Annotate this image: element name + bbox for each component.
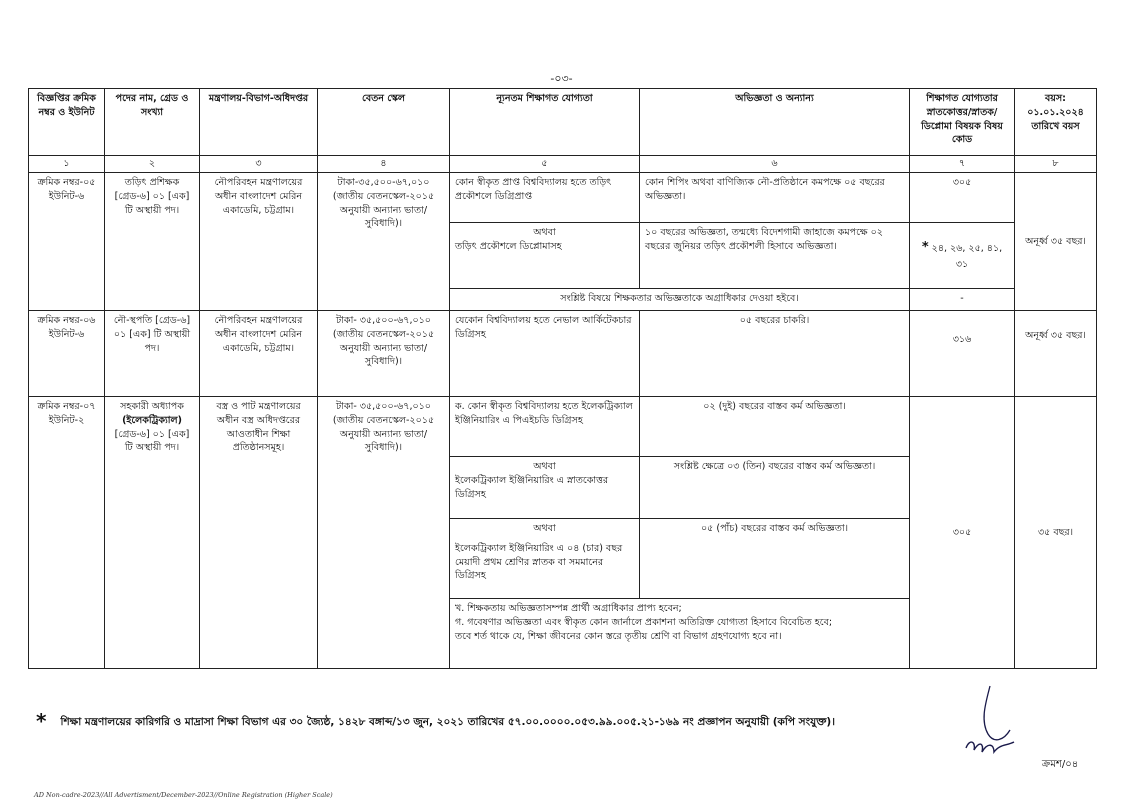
header-ministry: মন্ত্রণালয়-বিভাগ-অধিদপ্তর	[200, 89, 318, 156]
ministry-cell: বস্ত্র ও পাট মন্ত্রণালয়ের অধীন বস্ত্র অধিদপ্তরের আওতাধীন শিক্ষা প্রতিষ্ঠানসমূহ।	[200, 397, 318, 669]
header-age: বয়স: ০১.০১.২০২৪ তারিখে বয়স	[1015, 89, 1097, 156]
file-path: AD Non-cadre-2023//All Advertisment/December-2023//Online Registration (Higher Scale)	[34, 791, 333, 799]
scale-cell: টাকা-৩৫,৫০০-৬৭,০১০ (জাতীয় বেতনস্কেল-২০১৫ অনুযায়ী অন্যান্য ভাতা/সুবিধাদি)।	[318, 173, 450, 311]
col-number: ২	[105, 156, 200, 173]
age-cell: ৩৫ বছর।	[1015, 397, 1097, 669]
education-cell: কোন স্বীকৃত প্রাপ্ত বিশ্ববিদ্যালয় হতে তড়িৎ প্রকৌশলে ডিগ্রিপ্রাপ্ত	[450, 173, 640, 223]
recruitment-table	[28, 88, 1097, 669]
header-education: ন্যূনতম শিক্ষাগত যোগ্যতা	[450, 89, 640, 156]
serial-cell: ক্রমিক নম্বর-০৬ ইউনিট-৬	[29, 311, 105, 397]
col-number: ৬	[640, 156, 910, 173]
experience-cell: ০৫ (পাঁচ) বছরের বাস্তব কর্ম অভিজ্ঞতা।	[640, 519, 910, 599]
page-number: -০৩-	[550, 72, 573, 85]
asterisk-mark: *	[921, 240, 929, 256]
header-scale: বেতন স্কেল	[318, 89, 450, 156]
education-cell	[450, 519, 640, 599]
header-serial: বিজ্ঞপ্তির ক্রমিক নম্বর ও ইউনিট	[29, 89, 105, 156]
asterisk-mark: *	[36, 709, 47, 733]
note-cell: সংশ্লিষ্ট বিষয়ে শিক্ষকতার অভিজ্ঞতাকে অগ্রাধিকার দেওয়া হইবে।	[450, 289, 910, 311]
code-text: ২৪, ২৬, ২৫, ৪১, ৩১	[931, 243, 1003, 271]
continued-label: ক্রমশ/০৪	[1042, 759, 1079, 770]
footnote-text: শিক্ষা মন্ত্রণালয়ের কারিগরি ও মাদ্রাসা শিক্ষা বিভাগ এর ৩০ জ্যৈষ্ঠ, ১৪২৮ বঙ্গাব্দ/১৩ জুন, ২০২১ তারিখের ৫৭.০০.০০০০.০৫৩.৯৯.০০৫.২১-১৬৯ নং প্রজ্ঞাপন অনুযায়ী (কপি সংযুক্ত)।	[60, 716, 835, 728]
code-cell: ৩০৫	[910, 397, 1015, 669]
post-grade: [গ্রেড-৬] ০১ [এক] টি অস্থায়ী পদ।	[114, 428, 190, 454]
header-post: পদের নাম, গ্রেড ও সংখ্যা	[105, 89, 200, 156]
or-label: অথবা	[533, 461, 556, 472]
experience-cell: কোন শিপিং অথবা বাণিজ্যিক নৌ-প্রতিষ্ঠানে কমপক্ষে ০৫ বছরের অভিজ্ঞতা।	[640, 173, 910, 223]
col-number: ৭	[910, 156, 1015, 173]
ministry-cell: নৌপরিবহন মন্ত্রণালয়ের অধীন বাংলাদেশ মেরিন একাডেমি, চট্টগ্রাম।	[200, 311, 318, 397]
post-cell	[105, 397, 200, 669]
education-text: ইলেকট্রিক্যাল ইঞ্জিনিয়ারিং এ স্নাতকোত্তর ডিগ্রিসহ	[455, 474, 609, 500]
education-cell	[450, 223, 640, 289]
code-cell: ৩১৬	[910, 311, 1015, 397]
signature-image	[958, 682, 1028, 762]
code-cell: -	[910, 289, 1015, 311]
post-title: সহকারী অধ্যাপক	[120, 401, 184, 412]
note-cell	[450, 599, 910, 669]
column-number-row	[29, 156, 1097, 173]
serial-cell: ক্রমিক নম্বর-০৭ ইউনিট-২	[29, 397, 105, 669]
note-line: গ. গবেষণার অভিজ্ঞতা এবং স্বীকৃত কোন জার্নালে প্রকাশনা অতিরিক্ত যোগ্যতা হিসাবে বিবেচিত হবে;	[455, 616, 833, 628]
experience-cell: ০৫ বছরের চাকরি।	[640, 311, 910, 397]
post-cell: নৌ-স্থপতি [গ্রেড-৬] ০১ [এক] টি অস্থায়ী পদ।	[105, 311, 200, 397]
experience-cell: ১০ বছরের অভিজ্ঞতা, তন্মধ্যে বিদেশগামী জাহাজে কমপক্ষে ০২ বছরের জুনিয়র তড়িৎ প্রকৌশলী হিসাবে অভিজ্ঞতা।	[640, 223, 910, 289]
or-label: অথবা	[533, 523, 556, 534]
education-cell	[450, 457, 640, 519]
education-text: তড়িৎ প্রকৌশলে ডিপ্লোমাসহ	[455, 240, 562, 252]
code-cell: ৩০৫	[910, 173, 1015, 223]
col-number: ৩	[200, 156, 318, 173]
code-cell	[910, 223, 1015, 289]
table-row	[29, 173, 1097, 223]
scale-cell: টাকা- ৩৫,৫০০-৬৭,০১০ (জাতীয় বেতনস্কেল-২০১৫ অনুযায়ী অন্যান্য ভাতা/সুবিধাদি)।	[318, 397, 450, 669]
education-cell: যেকোন বিশ্ববিদ্যালয় হতে নেভাল আর্কিটেকচার ডিগ্রিসহ	[450, 311, 640, 397]
education-cell: ক. কোন স্বীকৃত বিশ্ববিদ্যালয় হতে ইলেকট্রিক্যাল ইঞ্জিনিয়ারিং এ পিএইচডি ডিগ্রিসহ	[450, 397, 640, 457]
or-label: অথবা	[533, 227, 556, 238]
col-number: ৪	[318, 156, 450, 173]
table-row	[29, 311, 1097, 397]
experience-cell: সংশ্লিষ্ট ক্ষেত্রে ০৩ (তিন) বছরের বাস্তব কর্ম অভিজ্ঞতা।	[640, 457, 910, 519]
serial-cell: ক্রমিক নম্বর-০৫ ইউনিট-৬	[29, 173, 105, 311]
footnote	[36, 706, 1096, 732]
scale-cell: টাকা- ৩৫,৫০০-৬৭,০১০ (জাতীয় বেতনস্কেল-২০১৫ অনুযায়ী অন্যান্য ভাতা/সুবিধাদি)।	[318, 311, 450, 397]
col-number: ১	[29, 156, 105, 173]
ministry-cell: নৌপরিবহন মন্ত্রণালয়ের অধীন বাংলাদেশ মেরিন একাডেমি, চট্টগ্রাম।	[200, 173, 318, 311]
note-line: তবে শর্ত থাকে যে, শিক্ষা জীবনের কোন স্তরে তৃতীয় শ্রেণি বা বিভাগ গ্রহণযোগ্য হবে না।	[455, 630, 782, 642]
header-experience: অভিজ্ঞতা ও অন্যান্য	[640, 89, 910, 156]
post-cell: তড়িৎ প্রশিক্ষক [গ্রেড-৬] ০১ [এক] টি অস্থায়ী পদ।	[105, 173, 200, 311]
education-text: ইলেকট্রিক্যাল ইঞ্জিনিয়ারিং এ ০৪ (চার) বছর মেয়াদী প্রথম শ্রেণির স্নাতক বা সমমানের ডিগ্রিসহ	[455, 542, 623, 582]
col-number: ৫	[450, 156, 640, 173]
note-line: খ. শিক্ষকতায় অভিজ্ঞতাসম্পন্ন প্রার্থী অগ্রাধিকার প্রাপ্য হবেন;	[455, 603, 682, 614]
experience-cell: ০২ (দুই) বছরের বাস্তব কর্ম অভিজ্ঞতা।	[640, 397, 910, 457]
age-cell: অনূর্ধ্ব ৩৫ বছর।	[1015, 173, 1097, 311]
age-cell: অনূর্ধ্ব ৩৫ বছর।	[1015, 311, 1097, 397]
post-subject: (ইলেকট্রিক্যাল)	[122, 414, 182, 426]
table-row	[29, 397, 1097, 457]
col-number: ৮	[1015, 156, 1097, 173]
header-code: শিক্ষাগত যোগ্যতার স্নাতকোত্তর/স্নাতক/ ডিপ্লোমা বিষয়ক বিষয় কোড	[910, 89, 1015, 156]
header-row	[29, 89, 1097, 156]
